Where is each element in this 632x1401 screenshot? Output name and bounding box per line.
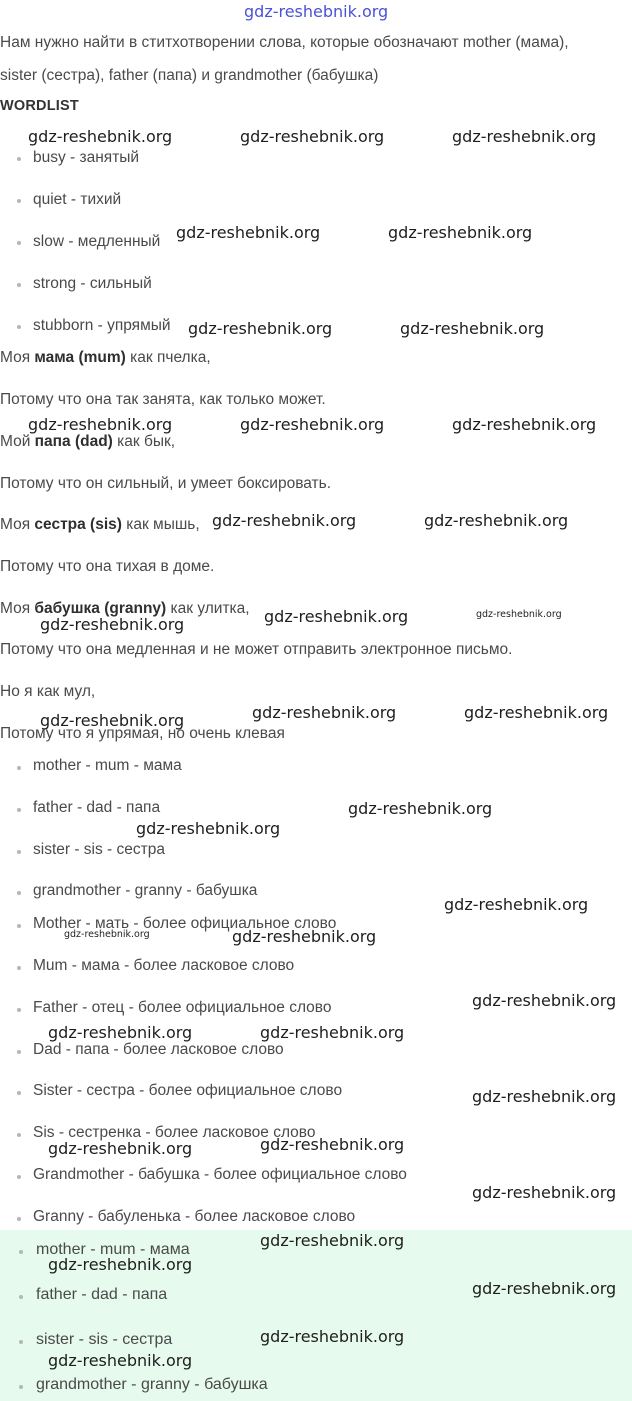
family-list-item: Mum - мама - более ласковое слово	[33, 957, 295, 974]
bullet	[17, 157, 21, 161]
watermark: gdz-reshebnik.org	[40, 615, 185, 634]
watermark: gdz-reshebnik.org	[264, 607, 409, 626]
poem-line: Потому что она так занята, как только может.	[0, 391, 326, 408]
bullet	[19, 1340, 23, 1344]
bullet	[17, 966, 21, 970]
family-list-item: Dad - папа - более ласковое слово	[33, 1041, 284, 1058]
family-list-item: mother - mum - мама	[33, 757, 182, 774]
family-list-item: Granny - бабуленька - более ласковое слово	[33, 1208, 356, 1225]
wordlist-item: slow - медленный	[33, 233, 161, 250]
watermark: gdz-reshebnik.org	[260, 1231, 405, 1250]
bullet	[17, 808, 21, 812]
wordlist-item: quiet - тихий	[33, 191, 122, 208]
watermark: gdz-reshebnik.org	[48, 1351, 193, 1370]
watermark: gdz-reshebnik.org	[348, 799, 493, 818]
poem-line: Моя сестра (sis) как мышь,	[0, 516, 200, 533]
poem-line: Потому что она медленная и не может отправить электронное письмо.	[0, 641, 513, 658]
intro-line-1: Нам нужно найти в ститхотворении слова, которые обозначают mother (мама),	[0, 34, 569, 51]
watermark: gdz-reshebnik.org	[424, 511, 569, 530]
bullet	[17, 850, 21, 854]
watermark: gdz-reshebnik.org	[240, 415, 385, 434]
bullet	[19, 1385, 23, 1389]
watermark: gdz-reshebnik.org	[188, 319, 333, 338]
bullet	[17, 283, 21, 287]
answer-list-item: mother - mum - мама	[36, 1241, 190, 1258]
family-list-item: Father - отец - более официальное слово	[33, 999, 332, 1016]
wordlist-heading: WORDLIST	[0, 98, 79, 114]
bullet	[17, 1050, 21, 1054]
family-list-item: sister - sis - сестра	[33, 841, 165, 858]
header-watermark: gdz-reshebnik.org	[244, 2, 389, 21]
watermark: gdz-reshebnik.org	[136, 819, 281, 838]
watermark: gdz-reshebnik.org	[48, 1139, 193, 1158]
bullet	[17, 199, 21, 203]
bullet	[17, 891, 21, 895]
watermark: gdz-reshebnik.org	[444, 895, 589, 914]
wordlist-item: strong - сильный	[33, 275, 152, 292]
family-list-item: Grandmother - бабушка - более официальное слово	[33, 1166, 407, 1183]
watermark: gdz-reshebnik.org	[260, 1023, 405, 1042]
watermark: gdz-reshebnik.org	[240, 127, 385, 146]
watermark: gdz-reshebnik.org	[472, 991, 617, 1010]
bullet	[19, 1295, 23, 1299]
watermark: gdz-reshebnik.org	[452, 415, 597, 434]
bullet	[17, 1133, 21, 1137]
watermark: gdz-reshebnik.org	[64, 929, 150, 940]
watermark: gdz-reshebnik.org	[472, 1183, 617, 1202]
bullet	[17, 1091, 21, 1095]
bullet	[17, 241, 21, 245]
watermark: gdz-reshebnik.org	[176, 223, 321, 242]
bullet	[17, 325, 21, 329]
watermark: gdz-reshebnik.org	[252, 703, 397, 722]
family-list-item: Mother - мать - более официальное слово	[33, 915, 337, 932]
watermark: gdz-reshebnik.org	[48, 1255, 193, 1274]
watermark: gdz-reshebnik.org	[212, 511, 357, 530]
watermark: gdz-reshebnik.org	[260, 1327, 405, 1346]
watermark: gdz-reshebnik.org	[232, 927, 377, 946]
answer-list-item: sister - sis - сестра	[36, 1331, 173, 1348]
poem-line: Потому что он сильный, и умеет боксировать.	[0, 475, 332, 492]
watermark: gdz-reshebnik.org	[464, 703, 609, 722]
watermark: gdz-reshebnik.org	[48, 1023, 193, 1042]
answer-list-item: grandmother - granny - бабушка	[36, 1376, 268, 1393]
watermark: gdz-reshebnik.org	[400, 319, 545, 338]
answer-list-item: father - dad - папа	[36, 1286, 168, 1303]
bullet	[17, 766, 21, 770]
bullet	[17, 1217, 21, 1221]
wordlist-item: stubborn - упрямый	[33, 317, 171, 334]
bullet	[17, 1175, 21, 1179]
watermark: gdz-reshebnik.org	[28, 415, 173, 434]
wordlist-item: busy - занятый	[33, 149, 140, 166]
watermark: gdz-reshebnik.org	[260, 1135, 405, 1154]
intro-line-2: sister (сестра), father (папа) и grandmother (бабушка)	[0, 67, 379, 84]
family-list-item: father - dad - папа	[33, 799, 161, 816]
watermark: gdz-reshebnik.org	[472, 1279, 617, 1298]
poem-line: Мой папа (dad) как бык,	[0, 433, 176, 450]
watermark: gdz-reshebnik.org	[472, 1087, 617, 1106]
poem-line: Моя мама (mum) как пчелка,	[0, 349, 211, 366]
family-list-item: Sis - сестренка - более ласковое слово	[33, 1124, 316, 1141]
watermark: gdz-reshebnik.org	[28, 127, 173, 146]
bullet	[17, 1008, 21, 1012]
bullet	[17, 924, 21, 928]
poem-line: Но я как мул,	[0, 683, 96, 700]
bullet	[19, 1250, 23, 1254]
family-list-item: Sister - сестра - более официальное слово	[33, 1082, 343, 1099]
poem-line: Потому что я упрямая, но очень клевая	[0, 725, 285, 742]
watermark: gdz-reshebnik.org	[476, 609, 562, 620]
poem-line: Моя бабушка (granny) как улитка,	[0, 600, 250, 617]
family-list-item: grandmother - granny - бабушка	[33, 882, 258, 899]
poem-line: Потому что она тихая в доме.	[0, 558, 215, 575]
watermark: gdz-reshebnik.org	[388, 223, 533, 242]
watermark: gdz-reshebnik.org	[452, 127, 597, 146]
watermark: gdz-reshebnik.org	[40, 711, 185, 730]
